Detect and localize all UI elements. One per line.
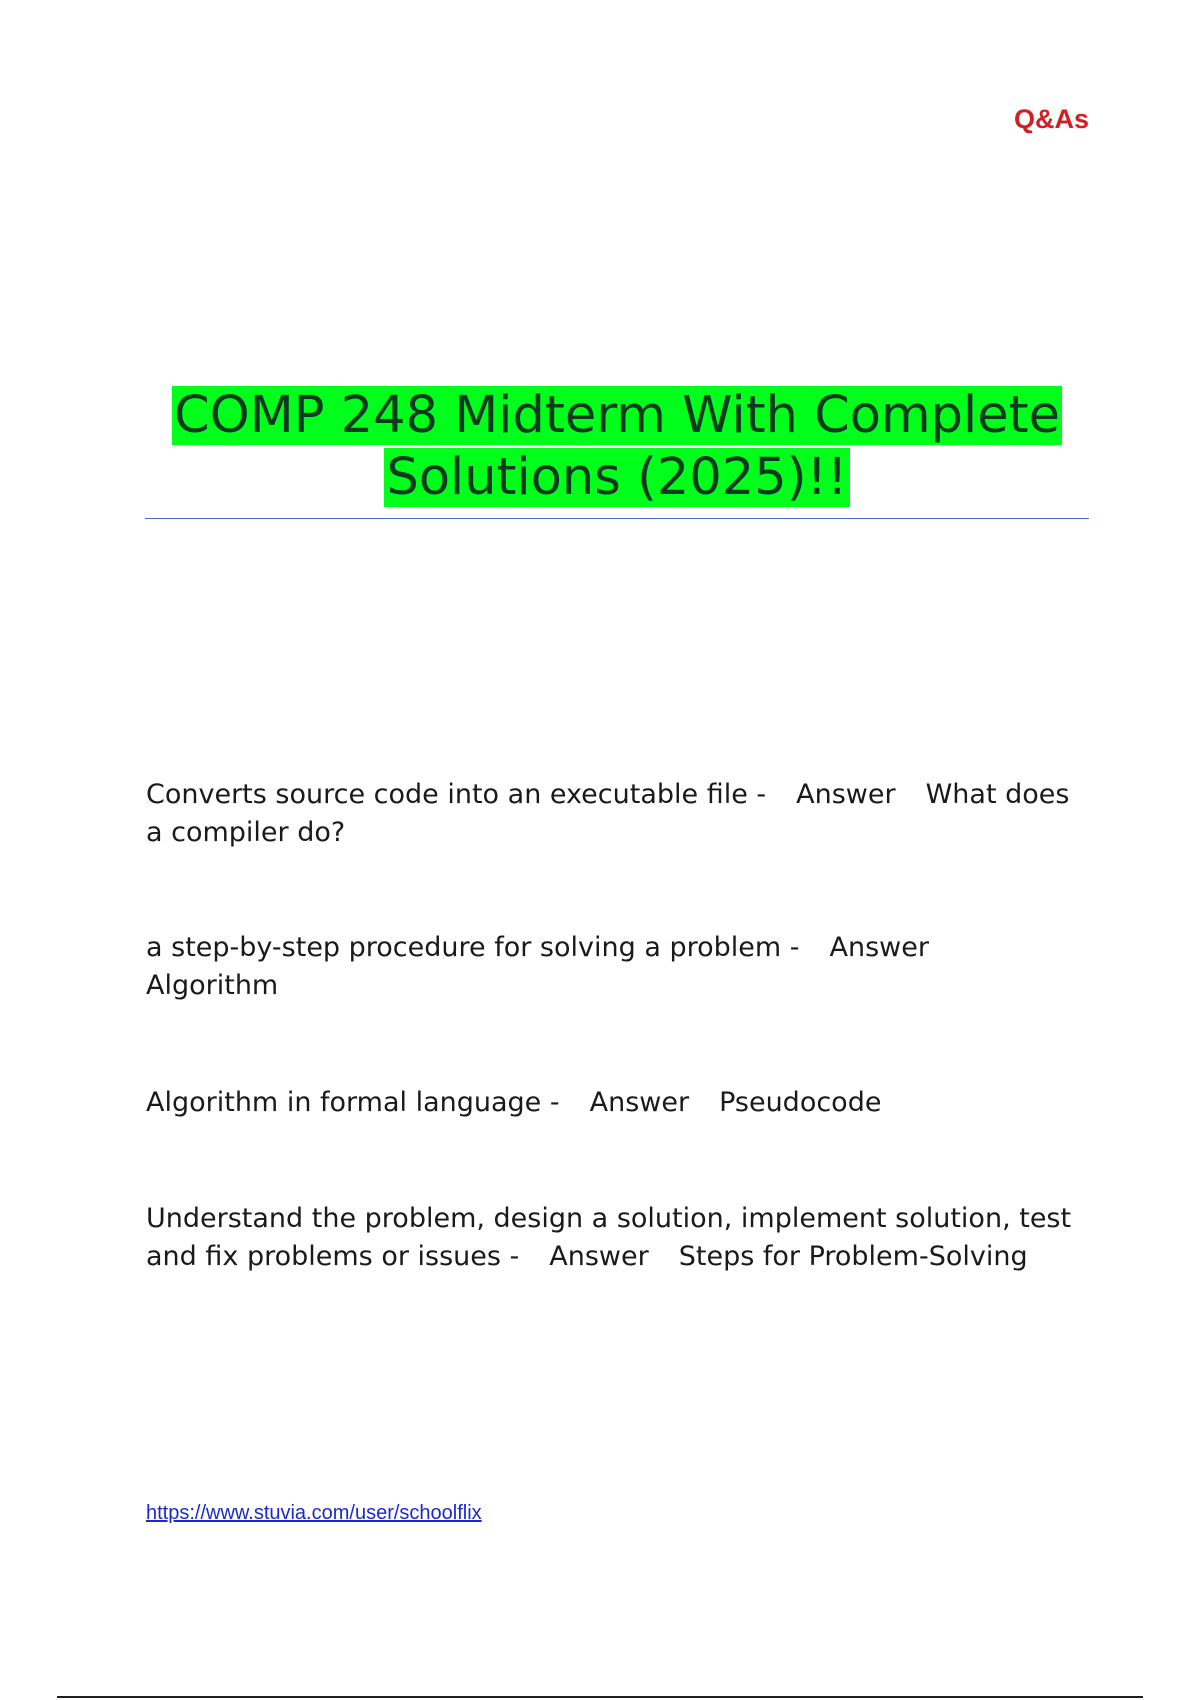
qa-answer-label: Answer (549, 1241, 649, 1272)
document-title (145, 385, 1089, 509)
qa-answer-label: Answer (589, 1087, 690, 1118)
qa-answer: Pseudocode (719, 1087, 882, 1118)
qa-answer-label: Answer (796, 779, 896, 810)
header-tag: Q&As (1013, 104, 1089, 134)
qa-answer: Algorithm (146, 970, 279, 1001)
qa-item (146, 1084, 1076, 1122)
qa-question: Understand the problem, design a solution, implement solution, test and fix problems or issues - (146, 1203, 1072, 1272)
qa-question: Algorithm in formal language - (146, 1087, 560, 1118)
title-divider (145, 518, 1089, 519)
qa-question: a step-by-step procedure for solving a problem - (146, 932, 800, 963)
qa-question: Converts source code into an executable file - (146, 779, 767, 810)
qa-item (146, 929, 1076, 1005)
title-line-1: COMP 248 Midterm With Complete (174, 386, 1060, 445)
qa-answer-label: Answer (829, 932, 929, 963)
profile-link[interactable]: https://www.stuvia.com/user/schoolflix (146, 1502, 482, 1524)
qa-item (146, 776, 1076, 852)
qa-answer: Steps for Problem-Solving (678, 1241, 1028, 1272)
qa-item (146, 1200, 1076, 1276)
qa-answer: What does a compiler do? (146, 779, 1070, 848)
footer-divider (57, 1696, 1143, 1698)
title-line-2: Solutions (2025)!! (386, 448, 848, 507)
